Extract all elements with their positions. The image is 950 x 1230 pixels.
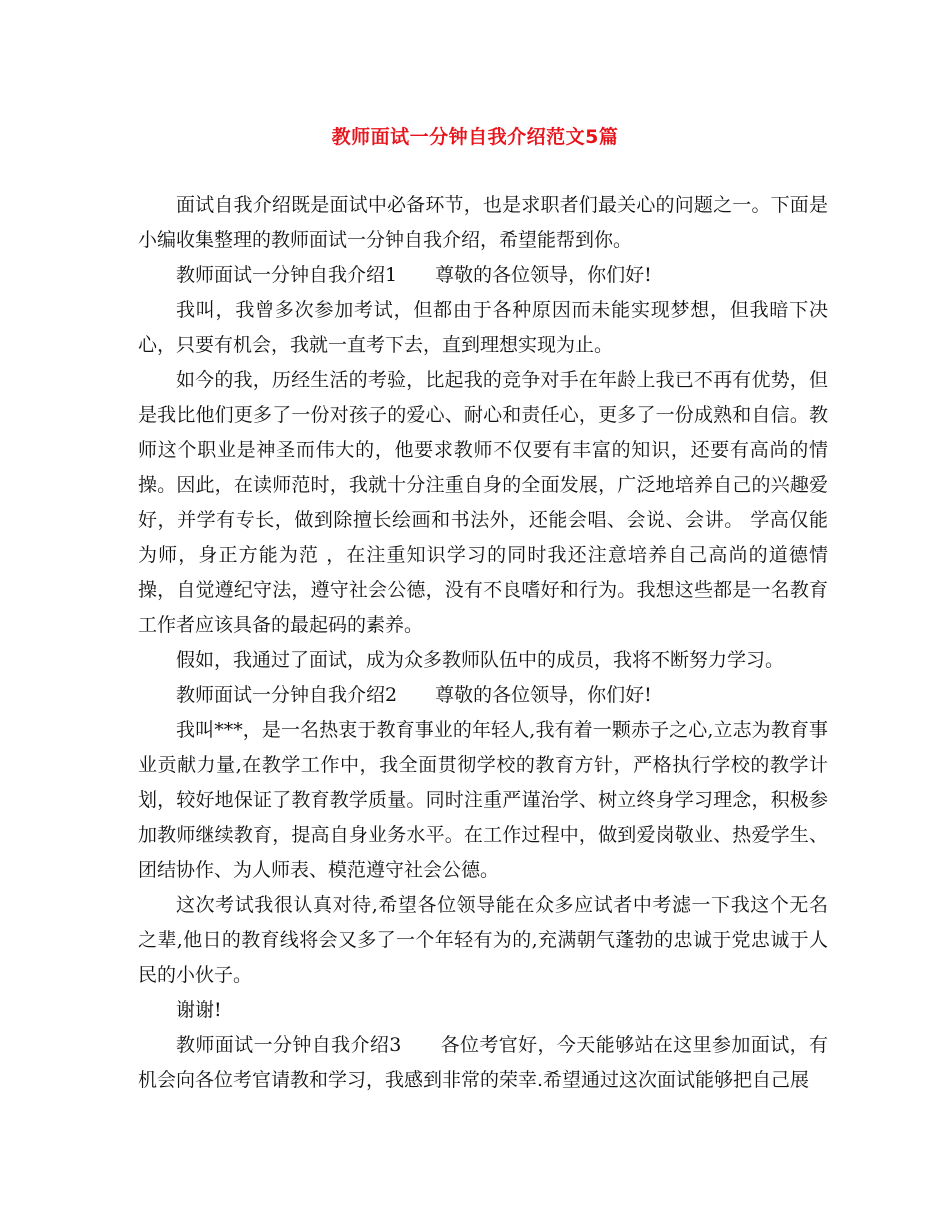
paragraph-heading-2: 教师面试一分钟自我介绍2 尊敬的各位领导，你们好! bbox=[176, 684, 652, 706]
paragraph-heading-1: 教师面试一分钟自我介绍1 尊敬的各位领导，你们好! bbox=[176, 264, 652, 286]
document-title: 教师面试一分钟自我介绍范文5篇 bbox=[331, 126, 619, 148]
paragraph-2-b: 这次考试我很认真对待,希望各位领导能在众多应试者中考滤一下我这个无名之辈,他日的教育线将会又多了一个年轻有为的,充满朝气蓬勃的忠诚于党忠诚于人民的小伙子。 bbox=[138, 894, 828, 986]
paragraph-heading-3: 教师面试一分钟自我介绍3 各位考官好，今天能够站在这里参加面试，有机会向各位考官请教和学习，我感到非常的荣幸.希望通过这次面试能够把自己展 bbox=[138, 1034, 828, 1091]
paragraph-2-thanks: 谢谢! bbox=[176, 999, 222, 1021]
paragraph-1-c: 假如，我通过了面试，成为众多教师队伍中的成员，我将不断努力学习。 bbox=[176, 649, 785, 671]
paragraph-1-b: 如今的我，历经生活的考验，比起我的竞争对手在年龄上我已不再有优势，但是我比他们更多了一份对孩子的爱心、耐心和责任心，更多了一份成熟和自信。教师这个职业是神圣而伟大的，他要求教师不仅要有丰富的知识，还要有高尚的情操。因此，在读师范时，我就十分注重自身的全面发展，广泛地培养自己的兴趣爱好，并学有专长，做到除擅长绘画和书法外，还能会唱、会说、会讲。 学高仅能为师，身正方能为范 ，在注重知识学习的同时我还注意培养自己高尚的道德情操，自觉遵纪守法，遵守社会公德，没有不良嗜好和行为。我想这些都是一名教育工作者应该具备的最起码的素养。 bbox=[138, 369, 828, 636]
paragraph-intro: 面试自我介绍既是面试中必备环节，也是求职者们最关心的问题之一。下面是小编收集整理的教师面试一分钟自我介绍，希望能帮到你。 bbox=[138, 194, 828, 251]
paragraph-1-a: 我叫，我曾多次参加考试，但都由于各种原因而未能实现梦想，但我暗下决心，只要有机会，我就一直考下去，直到理想实现为止。 bbox=[138, 299, 828, 356]
paragraph-2-a: 我叫***，是一名热衷于教育事业的年轻人,我有着一颗赤子之心,立志为教育事业贡献力量,在教学工作中，我全面贯彻学校的教育方针，严格执行学校的教学计划，较好地保证了教育教学质量。同时注重严谨治学、树立终身学习理念，积极参加教师继续教育，提高自身业务水平。在工作过程中，做到爱岗敬业、热爱学生、团结协作、为人师表、模范遵守社会公德。 bbox=[138, 719, 828, 881]
document-body bbox=[138, 188, 828, 1098]
